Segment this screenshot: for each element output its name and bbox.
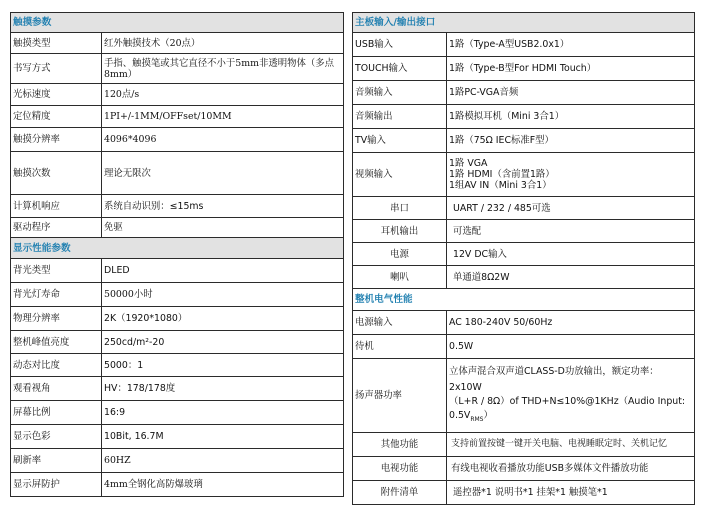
tv-function-label: 电视功能 — [353, 457, 447, 481]
touch-count-label: 触摸次数 — [11, 152, 102, 195]
video-input-value — [447, 153, 695, 197]
driver-value: 免驱 — [102, 218, 344, 238]
power-label: 电源 — [353, 243, 447, 266]
writing-method-label: 书写方式 — [11, 54, 102, 84]
rms-voltage: 0.5V — [449, 410, 471, 422]
rms-subscript: RMS — [470, 415, 484, 423]
io-power-spec-table — [352, 12, 695, 505]
writing-method-value: 手指、触摸笔或其它直径不小于5mm非透明物体（多点8mm） — [102, 54, 344, 84]
standby-label: 待机 — [353, 335, 447, 359]
standby-value: 0.5W — [447, 335, 695, 359]
viewing-angle-value: HV：178/178度 — [102, 377, 344, 401]
tv-input-value: 1路（75Ω IEC标准F型） — [447, 129, 695, 153]
display-params-header: 显示性能参数 — [11, 238, 344, 259]
cursor-speed-value: 120点/s — [102, 84, 344, 106]
rms-close: ） — [483, 410, 493, 422]
driver-label: 驱动程序 — [11, 218, 102, 238]
touch-input-value: 1路（Type-B型For HDMI Touch） — [447, 57, 695, 81]
screen-protection-value: 4mm全钢化高防爆玻璃 — [102, 473, 344, 497]
backlight-life-label: 背光灯寿命 — [11, 283, 102, 307]
headphone-output-value: 可选配 — [447, 220, 695, 243]
speaker-power-line: 2x10W — [449, 382, 482, 394]
accessories-value: 遥控器*1 说明书*1 挂架*1 触摸笔*1 — [447, 481, 695, 505]
aspect-ratio-value: 16:9 — [102, 401, 344, 425]
video-input-label: 视频输入 — [353, 153, 447, 197]
speaker-power-label: 扬声器功率 — [353, 359, 447, 433]
touch-count-value: 理论无限次 — [102, 152, 344, 195]
video-input-line: 1路 HDMI（含前置1路） — [449, 169, 555, 180]
speaker-power-line: 立体声混合双声道CLASS-D功放输出，额定功率： — [449, 366, 659, 378]
touch-resolution-value: 4096*4096 — [102, 128, 344, 152]
serial-port-label: 串口 — [353, 197, 447, 220]
computer-response-value: 系统自动识别：≤15ms — [102, 195, 344, 218]
speaker-value: 单通道8Ω2W — [447, 266, 695, 289]
backlight-type-value: DLED — [102, 259, 344, 283]
audio-input-value: 1路PC-VGA音频 — [447, 81, 695, 105]
contrast-ratio-label: 动态对比度 — [11, 354, 102, 377]
headphone-output-label: 耳机输出 — [353, 220, 447, 243]
power-input-label: 电源输入 — [353, 311, 447, 335]
speaker-power-value — [447, 359, 695, 433]
io-header: 主板输入/输出接口 — [353, 13, 695, 33]
computer-response-label: 计算机响应 — [11, 195, 102, 218]
serial-port-value: UART / 232 / 485可选 — [447, 197, 695, 220]
backlight-type-label: 背光类型 — [11, 259, 102, 283]
physical-resolution-value: 2K（1920*1080） — [102, 307, 344, 331]
touch-display-spec-table — [10, 12, 344, 497]
accessories-label: 附件清单 — [353, 481, 447, 505]
refresh-rate-value: 60HZ — [102, 449, 344, 473]
peak-brightness-label: 整机峰值亮度 — [11, 331, 102, 354]
touch-params-header: 触摸参数 — [11, 13, 344, 33]
cursor-speed-label: 光标速度 — [11, 84, 102, 106]
peak-brightness-value: 250cd/m²-20 — [102, 331, 344, 354]
physical-resolution-label: 物理分辨率 — [11, 307, 102, 331]
speaker-power-line — [449, 410, 692, 425]
positioning-accuracy-label: 定位精度 — [11, 106, 102, 128]
touch-resolution-label: 触摸分辨率 — [11, 128, 102, 152]
audio-input-label: 音频输入 — [353, 81, 447, 105]
speaker-power-line: （L+R / 8Ω）of THD+N≤10%@1KHz（Audio Input: — [449, 396, 686, 408]
screen-protection-label: 显示屏防护 — [11, 473, 102, 497]
aspect-ratio-label: 屏幕比例 — [11, 401, 102, 425]
video-input-line: 1路 VGA — [449, 158, 488, 169]
positioning-accuracy-value: 1PI+/-1MM/OFFset/10MM — [102, 106, 344, 128]
video-input-line: 1组AV IN（Mini 3合1） — [449, 180, 552, 191]
touch-type-value: 红外触摸技术（20点） — [102, 33, 344, 54]
audio-output-value: 1路模拟耳机（Mini 3合1） — [447, 105, 695, 129]
display-color-label: 显示色彩 — [11, 425, 102, 449]
power-value: 12V DC输入 — [447, 243, 695, 266]
tv-function-value: 有线电视收看播放功能USB多媒体文件播放功能 — [447, 457, 695, 481]
speaker-label: 喇叭 — [353, 266, 447, 289]
other-functions-value: 支持前置按键一键开关电脑、电视睡眠定时、关机记忆 — [447, 433, 695, 457]
power-params-header: 整机电气性能 — [353, 289, 695, 311]
power-input-value: AC 180-240V 50/60Hz — [447, 311, 695, 335]
backlight-life-value: 50000小时 — [102, 283, 344, 307]
tv-input-label: TV输入 — [353, 129, 447, 153]
viewing-angle-label: 观看视角 — [11, 377, 102, 401]
refresh-rate-label: 刷新率 — [11, 449, 102, 473]
other-functions-label: 其他功能 — [353, 433, 447, 457]
audio-output-label: 音频输出 — [353, 105, 447, 129]
usb-input-value: 1路（Type-A型USB2.0x1） — [447, 33, 695, 57]
touch-input-label: TOUCH输入 — [353, 57, 447, 81]
contrast-ratio-value: 5000：1 — [102, 354, 344, 377]
usb-input-label: USB输入 — [353, 33, 447, 57]
display-color-value: 10Bit, 16.7M — [102, 425, 344, 449]
touch-type-label: 触摸类型 — [11, 33, 102, 54]
